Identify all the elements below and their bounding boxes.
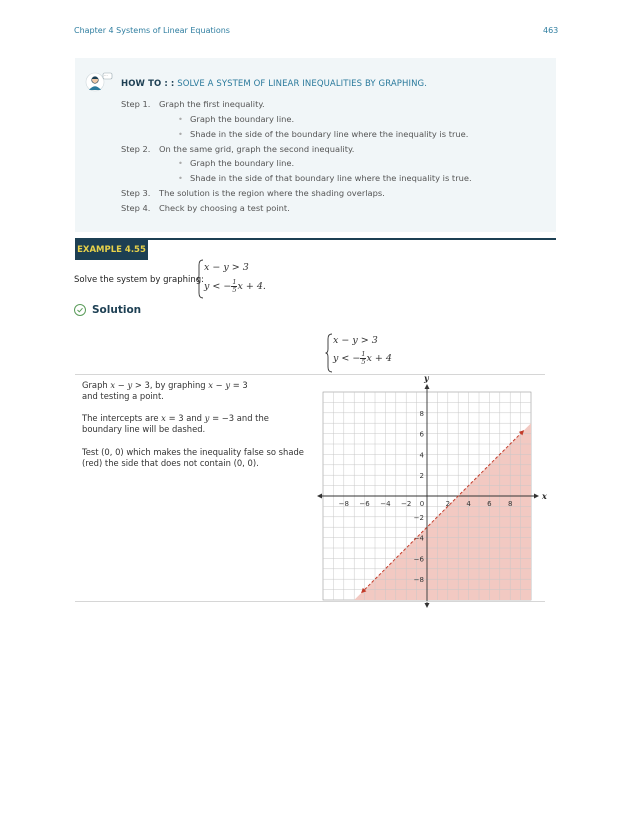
text-run: > 3, by graphing bbox=[132, 380, 209, 390]
how-to-title-bold: HOW TO : : bbox=[121, 79, 175, 89]
x-tick-label: 8 bbox=[507, 500, 513, 508]
text-run: Test (0, 0) which makes the inequality false so shade bbox=[82, 447, 304, 457]
math-var: x bbox=[161, 413, 166, 423]
equation-2-right: x + 4 bbox=[366, 353, 392, 364]
bullet: • bbox=[178, 173, 183, 183]
step-text: Check by choosing a test point. bbox=[159, 203, 290, 213]
y-tick-label: −8 bbox=[413, 576, 424, 585]
solution-system-brace bbox=[325, 333, 333, 377]
example-system-brace bbox=[196, 259, 204, 303]
x-tick-label: 0 bbox=[419, 500, 425, 508]
x-tick-label: −8 bbox=[338, 500, 349, 508]
page-number: 463 bbox=[543, 26, 559, 35]
math-var: x bbox=[208, 380, 213, 390]
how-to-title-text: SOLVE A SYSTEM OF LINEAR INEQUALITIES BY GRAPHING. bbox=[177, 79, 428, 89]
step-label: Step 2. bbox=[121, 144, 151, 154]
example-equation-1: x − y > 3 bbox=[204, 262, 249, 273]
solution-equation-1: x − y > 3 bbox=[333, 335, 378, 346]
bullet: • bbox=[178, 114, 183, 124]
step-text: The solution is the region where the shading overlaps. bbox=[159, 188, 385, 198]
fraction-numerator: 1 bbox=[232, 278, 237, 286]
y-tick-label: 8 bbox=[419, 409, 424, 418]
inequality-graph bbox=[320, 375, 545, 600]
equation-2-right: x + 4 bbox=[237, 281, 263, 292]
step-label: Step 4. bbox=[121, 203, 151, 213]
how-to-person-icon bbox=[84, 70, 114, 98]
x-tick-label: −6 bbox=[359, 500, 370, 508]
y-tick-label: 2 bbox=[419, 472, 424, 481]
bullet: • bbox=[178, 158, 183, 168]
example-equation-2 bbox=[204, 279, 266, 294]
step-subitem: Shade in the side of the boundary line where the inequality is true. bbox=[190, 129, 469, 139]
x-axis-arrow-left bbox=[317, 494, 322, 499]
math-var: x bbox=[110, 380, 116, 390]
x-axis-arrow-right bbox=[534, 494, 539, 499]
how-to-badge: ... bbox=[104, 72, 108, 77]
math-var: y bbox=[204, 413, 210, 423]
y-tick-label: −4 bbox=[413, 534, 424, 543]
text-run: = 3 bbox=[230, 380, 248, 390]
text-run: = 3 and bbox=[165, 413, 205, 423]
fraction-numerator: 1 bbox=[361, 350, 366, 358]
y-tick-label: −2 bbox=[413, 513, 424, 522]
x-tick-label: 6 bbox=[487, 500, 492, 508]
x-tick-label: −4 bbox=[380, 500, 391, 508]
step-subitem: Graph the boundary line. bbox=[190, 158, 295, 168]
x-tick-label: −2 bbox=[401, 500, 412, 508]
y-tick-label: 4 bbox=[419, 451, 424, 460]
how-to-title bbox=[121, 79, 427, 89]
x-tick-label: 2 bbox=[445, 500, 451, 508]
equation-2-left: y < − bbox=[333, 353, 361, 364]
step-subitem: Shade in the side of that boundary line where the inequality is true. bbox=[190, 173, 472, 183]
step-text: Graph the first inequality. bbox=[159, 99, 265, 109]
solution-equation-2 bbox=[333, 351, 392, 366]
fraction-denominator: 5 bbox=[232, 286, 237, 294]
step-text: On the same grid, graph the second inequality. bbox=[159, 144, 355, 154]
equation-2-left: y < − bbox=[204, 281, 232, 292]
x-axis-label: x bbox=[542, 491, 547, 501]
solution-separator-bottom bbox=[75, 601, 545, 602]
math-var: y bbox=[127, 380, 133, 390]
solution-paragraph-2 bbox=[82, 413, 317, 435]
example-label: EXAMPLE 4.55 bbox=[75, 240, 148, 260]
solution-paragraph-3 bbox=[82, 447, 317, 469]
text-run: − bbox=[212, 380, 226, 390]
text-run: = −3 and the bbox=[209, 413, 269, 423]
y-tick-label: 6 bbox=[419, 430, 424, 439]
y-axis-arrow-down bbox=[425, 603, 430, 608]
solution-paragraph-1 bbox=[82, 380, 317, 402]
text-run: (red) the side that does not contain (0, 0). bbox=[82, 458, 259, 468]
running-header-chapter: Chapter 4 Systems of Linear Equations bbox=[74, 26, 230, 35]
y-axis-arrow-up bbox=[425, 384, 430, 389]
check-circle-icon bbox=[74, 304, 86, 316]
text-run: The intercepts are bbox=[82, 413, 162, 423]
equation-2-period: . bbox=[262, 281, 266, 292]
bullet: • bbox=[178, 129, 183, 139]
text-run: and testing a point. bbox=[82, 391, 164, 401]
y-tick-label: −6 bbox=[413, 555, 424, 564]
fraction-denominator: 5 bbox=[361, 358, 366, 366]
math-var: y bbox=[225, 380, 231, 390]
step-subitem: Graph the boundary line. bbox=[190, 114, 295, 124]
text-run: Graph bbox=[82, 380, 111, 390]
x-tick-label: 4 bbox=[466, 500, 471, 508]
text-run: boundary line will be dashed. bbox=[82, 424, 206, 434]
step-label: Step 3. bbox=[121, 188, 151, 198]
solution-title: Solution bbox=[92, 304, 142, 316]
text-run: − bbox=[115, 380, 128, 390]
step-label: Step 1. bbox=[121, 99, 151, 109]
example-prompt: Solve the system by graphing: bbox=[74, 275, 205, 285]
y-axis-label: y bbox=[424, 373, 429, 383]
